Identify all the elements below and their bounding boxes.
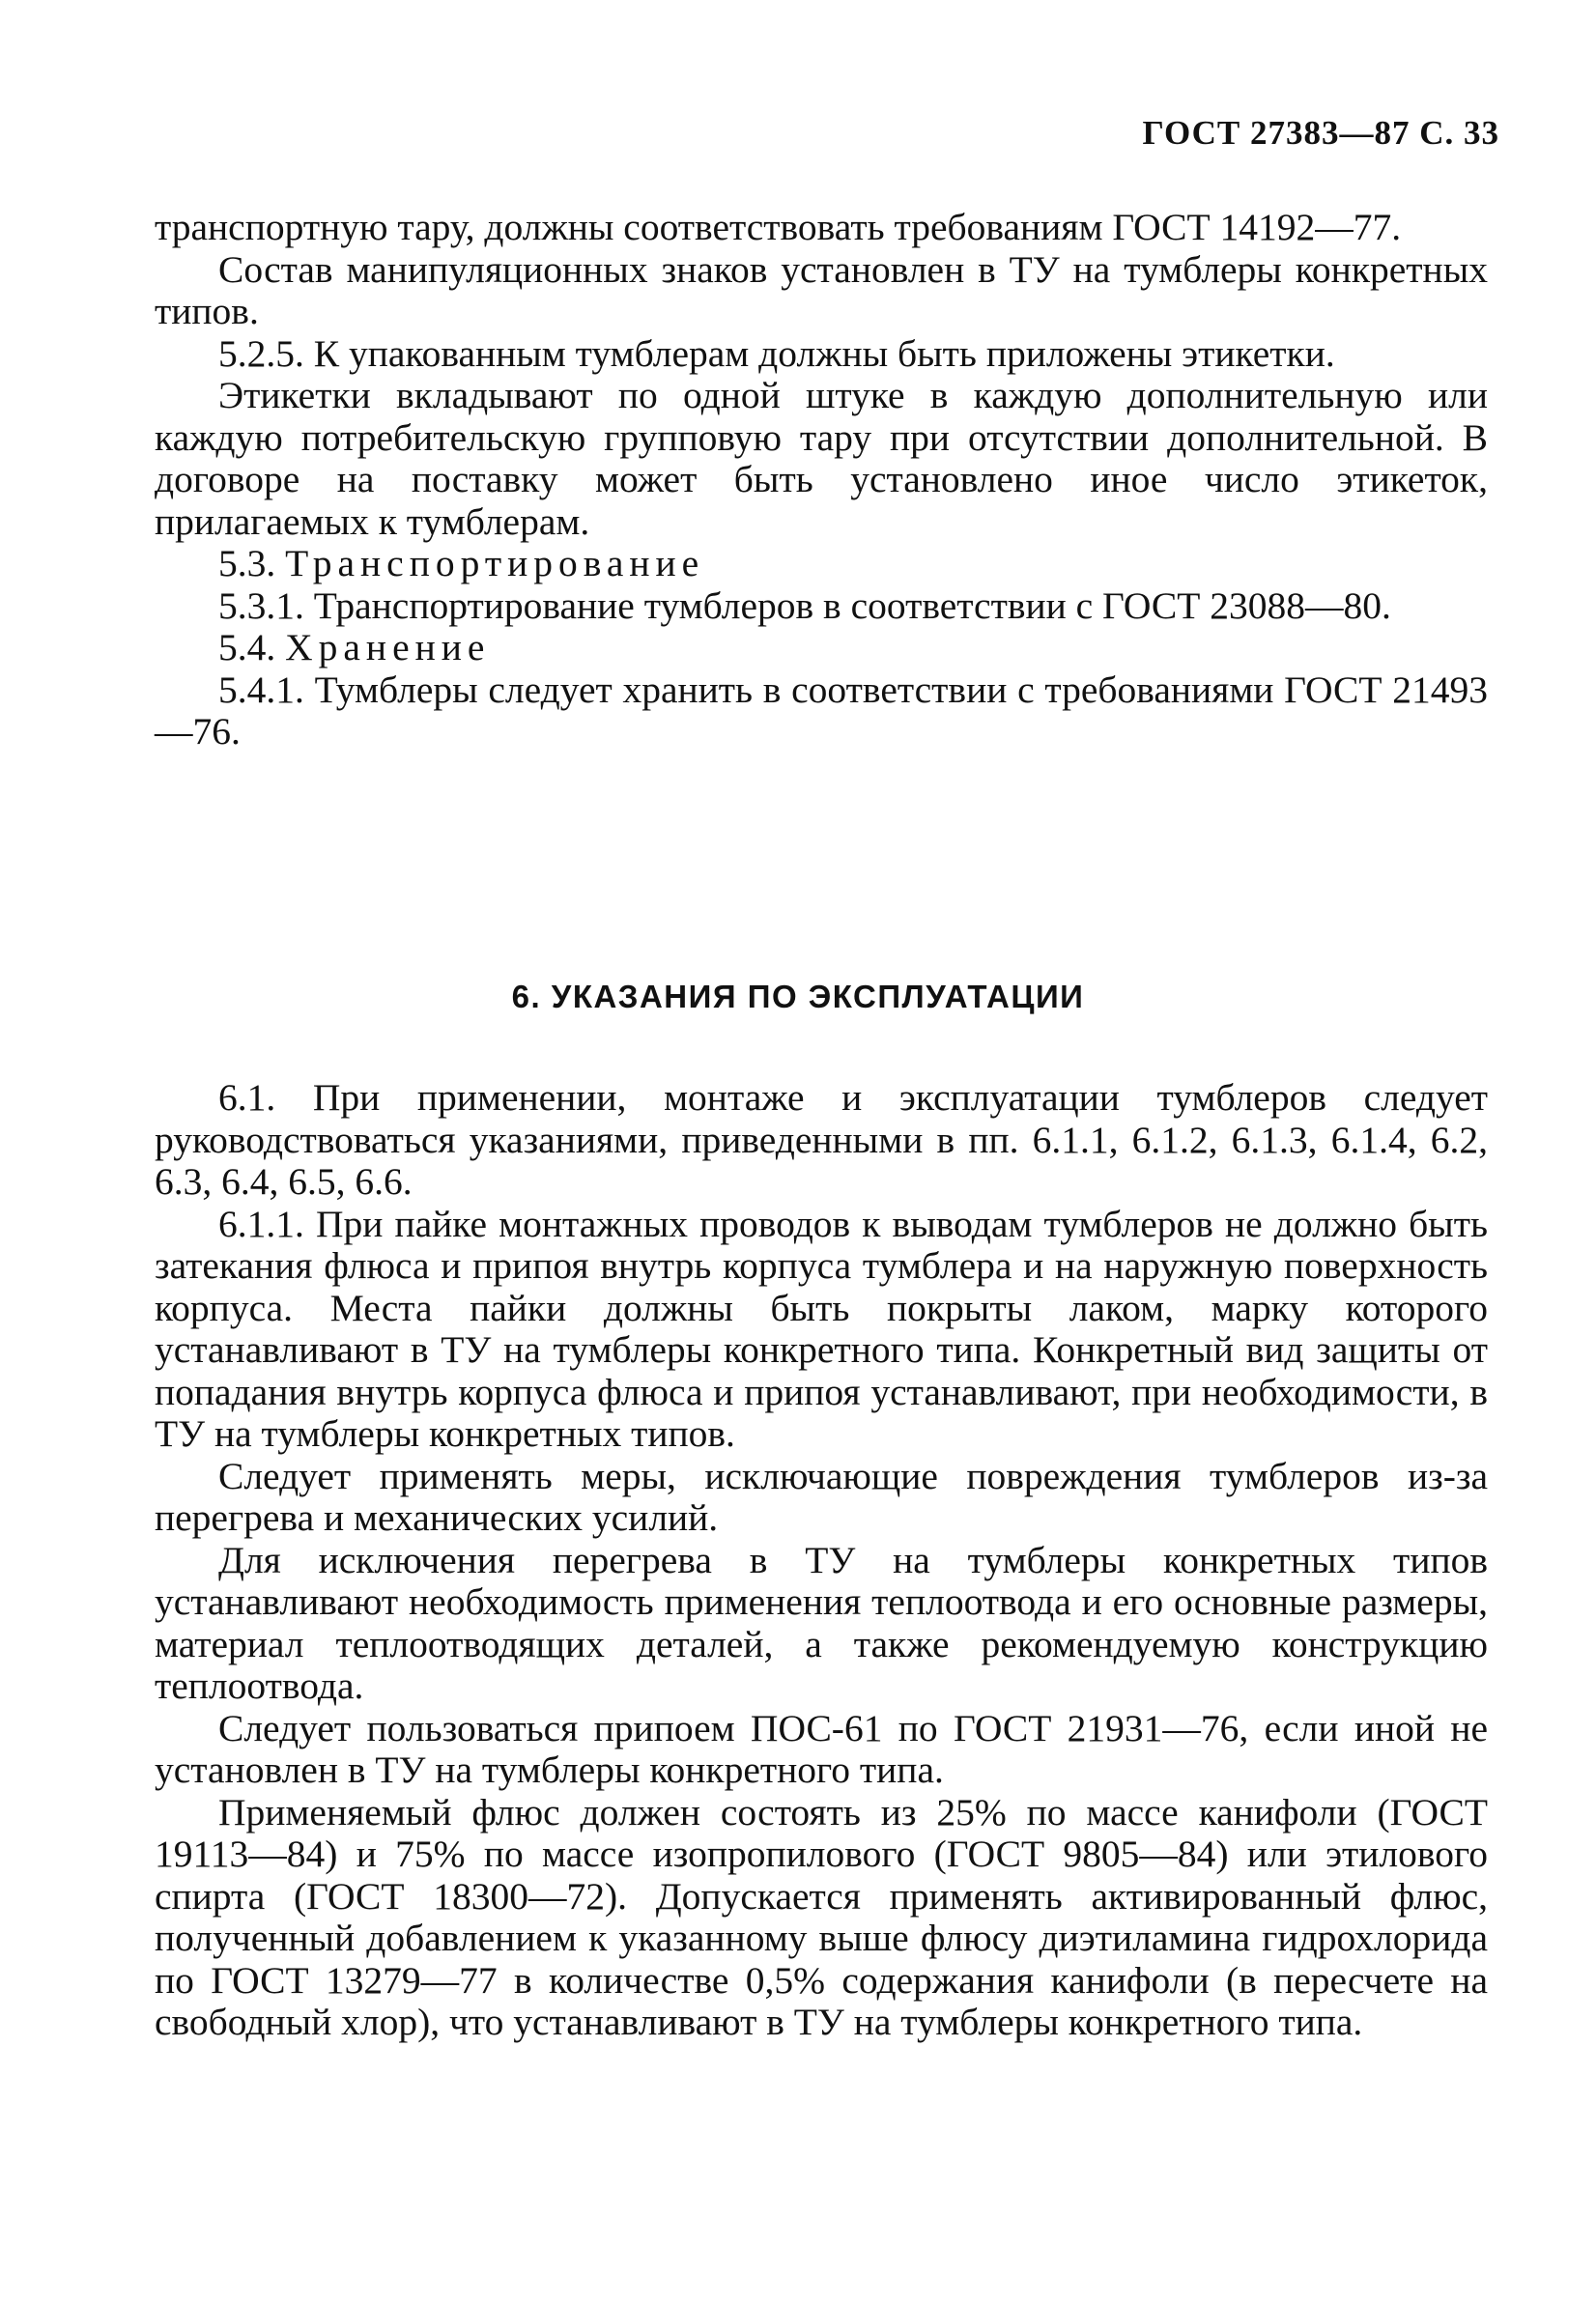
- section-5-text: [155, 207, 1488, 753]
- section-6-text: [155, 1077, 1488, 2044]
- paragraph-5-3-1: 5.3.1. Транспортирование тумблеров в соответствии с ГОСТ 23088—80.: [218, 583, 1391, 627]
- paragraph-6-1-1: 6.1.1. При пайке монтажных проводов к выводам тумблеров не должно быть затекания флюса и припоя внутрь корпуса тумблера и на наружную поверхность корпуса. Места пайки должны быть покрыты лаком, марку которого устанавливают в ТУ на тумблеры конкретного типа. Конкретный вид защиты от попадания внутрь корпуса флюса и припоя устанавливают, при необходимости, в ТУ на тумблеры конкретных типов.: [155, 1202, 1488, 1455]
- paragraph-flux: Применяемый флюс должен состоять из 25% по массе канифоли (ГОСТ 19113—84) и 75% по массе изопропилового (ГОСТ 9805—84) или этилового спирта (ГОСТ 18300—72). Допускается применять активированный флюс, полученный добавлением к указанному выше флюсу диэтиламина гидрохлорида по ГОСТ 13279—77 в количестве 0,5% содержания канифоли (в пересчете на свободный хлор), что устанавливают в ТУ на тумблеры конкретного типа.: [155, 1790, 1488, 2043]
- page-header: ГОСТ 27383—87 С. 33: [1142, 114, 1499, 152]
- subsection-title-transport: Транспортирование: [285, 542, 705, 584]
- subsection-heading-5-4: [155, 627, 1488, 669]
- paragraph-damage-measures: Следует применять меры, исключающие повреждения тумблеров из-за перегрева и механических усилий.: [155, 1454, 1488, 1539]
- paragraph-5-2-5: 5.2.5. К упакованным тумблерам должны быть приложены этикетки.: [218, 331, 1335, 375]
- paragraph-handling-signs: Состав манипуляционных знаков установлен в ТУ на тумблеры конкретных типов.: [155, 247, 1488, 332]
- paragraph-continuation: транспортную тару, должны соответствовать требованиям ГОСТ 14192—77.: [155, 206, 1402, 248]
- subsection-heading-5-3: [155, 543, 1488, 585]
- subsection-number-5-4: 5.4.: [218, 626, 276, 668]
- paragraph-overheat: Для исключения перегрева в ТУ на тумблеры конкретных типов устанавливают необходимость применения теплоотвода и его основные размеры, материал теплоотводящих деталей, а также рекомендуемую конструкцию теплоотвода.: [155, 1538, 1488, 1707]
- paragraph-6-1: 6.1. При применении, монтаже и эксплуатации тумблеров следует руководствоваться указаниями, приведенными в пп. 6.1.1, 6.1.2, 6.1.3, 6.1.4, 6.2, 6.3, 6.4, 6.5, 6.6.: [155, 1076, 1488, 1203]
- paragraph-5-4-1: 5.4.1. Тумблеры следует хранить в соответствии с требованиями ГОСТ 21493—76.: [155, 668, 1488, 753]
- paragraph-labels: Этикетки вкладывают по одной штуке в каждую дополнительную или каждую потребительскую групповую тару при отсутствии дополнительной. В договоре на поставку может быть установлено иное число этикеток, прилагаемых к тумблерам.: [155, 374, 1488, 543]
- subsection-title-storage: Хранение: [285, 626, 491, 668]
- subsection-number-5-3: 5.3.: [218, 542, 276, 584]
- paragraph-solder: Следует пользоваться припоем ПОС-61 по ГОСТ 21931—76, если иной не установлен в ТУ на тумблеры конкретного типа.: [155, 1706, 1488, 1791]
- section-6-title: 6. УКАЗАНИЯ ПО ЭКСПЛУАТАЦИИ: [511, 979, 1085, 1014]
